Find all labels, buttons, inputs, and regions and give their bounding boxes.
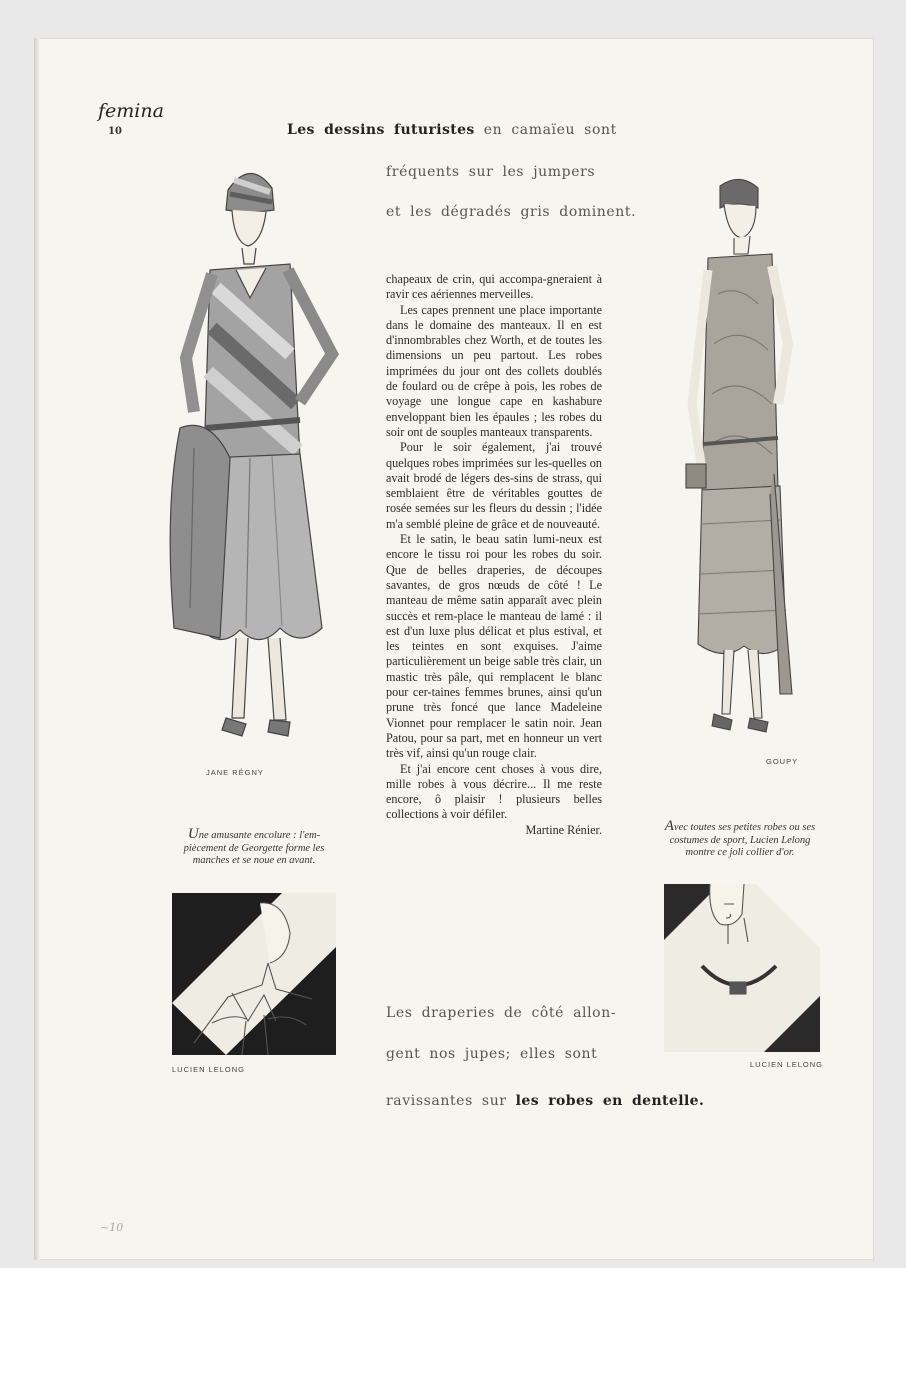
caption-left-initial: U bbox=[187, 826, 199, 842]
article-paragraph: Et le satin, le beau satin lumi-neux est encore le tissu roi pour les robes du soir. Que de belles draperies, de découpes savantes, de gros nœuds de côté ! Le manteau de même satin apparaît avec plein succès et rem-place le manteau de lamé : il est d'un luxe plus délicat et plus estival, et les teintes en sont exquises. J'aime particulièrement un beige sable très clair, un mastic très pâle, qui remplacent le blanc pour cer-taines femmes brunes, ainsi qu'un prune très foncé que lance Madeleine Vionnet pour remplacer le satin noir. Jean Patou, pour sa part, met en honneur un vert très vif, ainsi qu'un rouge clair. bbox=[386, 532, 602, 761]
margin-handwritten-note: ~10 bbox=[100, 1221, 124, 1234]
credit-lucien-lelong-right: LUCIEN LELONG bbox=[750, 1060, 824, 1069]
article-paragraph: Pour le soir également, j'ai trouvé quelques robes imprimées sur les-quelles on avait brodé de légers des-sins de strass, qui semblaient être de véritables gouttes de rosée semées sur les fleurs du dessin ; l'idée m'a semblé pleine de grâce et de nouveauté. bbox=[386, 440, 602, 531]
credit-goupy: GOUPY bbox=[766, 757, 799, 766]
caption-left bbox=[168, 828, 340, 868]
fashion-illustration-left bbox=[150, 158, 350, 770]
headline-top-rest: en camaïeu sont bbox=[483, 122, 617, 138]
headline-bottom-regular: ravissantes sur bbox=[386, 1093, 507, 1109]
article-paragraph: chapeaux de crin, qui accompa-gneraient à ravir ces aériennes merveilles. bbox=[386, 272, 602, 302]
headline-top-bold: Les dessins futuristes bbox=[287, 122, 475, 138]
headline-bottom-line3 bbox=[386, 1093, 704, 1109]
femina-logo: femina bbox=[98, 100, 164, 122]
article-paragraph: Et j'ai encore cent choses à vous dire, mille robes à vous décrire... Il me reste encore, ô plaisir ! plusieurs belles collections à voir défiler. bbox=[386, 761, 602, 822]
article-signature: Martine Rénier. bbox=[525, 822, 602, 837]
page-number: 10 bbox=[108, 126, 122, 137]
headline-top-line3: et les dégradés gris dominent. bbox=[386, 204, 637, 220]
caption-right-initial: A bbox=[664, 818, 674, 834]
caption-right-text: vec toutes ses petites robes ou ses costumes de sport, Lucien Lelong montre ce joli collier d'or. bbox=[669, 822, 816, 858]
credit-lucien-lelong-left: LUCIEN LELONG bbox=[172, 1065, 246, 1074]
headline-bottom-line2: gent nos jupes; elles sont bbox=[386, 1046, 598, 1062]
headline-bottom-line1: Les draperies de côté allon- bbox=[386, 1005, 617, 1021]
neckline-illustration bbox=[172, 893, 336, 1055]
credit-jane-regny: JANE RÉGNY bbox=[206, 768, 264, 777]
article-body bbox=[386, 272, 602, 838]
headline-top-line2: fréquents sur les jumpers bbox=[386, 164, 596, 180]
page-gutter-shadow bbox=[34, 38, 40, 1260]
headline-bottom-bold: les robes en dentelle. bbox=[515, 1093, 705, 1109]
caption-left-text: ne amusante encolure : l'em-piècement de Georgette forme les manches et se noue en avant. bbox=[183, 830, 325, 866]
caption-right bbox=[654, 820, 826, 860]
headline-top-line1 bbox=[287, 122, 617, 138]
necklace-illustration bbox=[664, 884, 820, 1052]
fashion-illustration-right bbox=[668, 174, 818, 754]
article-paragraph: Les capes prennent une place importante dans le domaine des manteaux. Il en est d'innombrables chez Worth, et de toutes les dimensions un peu partout. Les robes imprimées du jour ont des collets doublés de foulard ou de crêpe à pois, les robes de voyage une longue cape en kashabure enveloppant bien les épaules ; les robes du soir ont de souples manteaux transparents. bbox=[386, 302, 602, 439]
